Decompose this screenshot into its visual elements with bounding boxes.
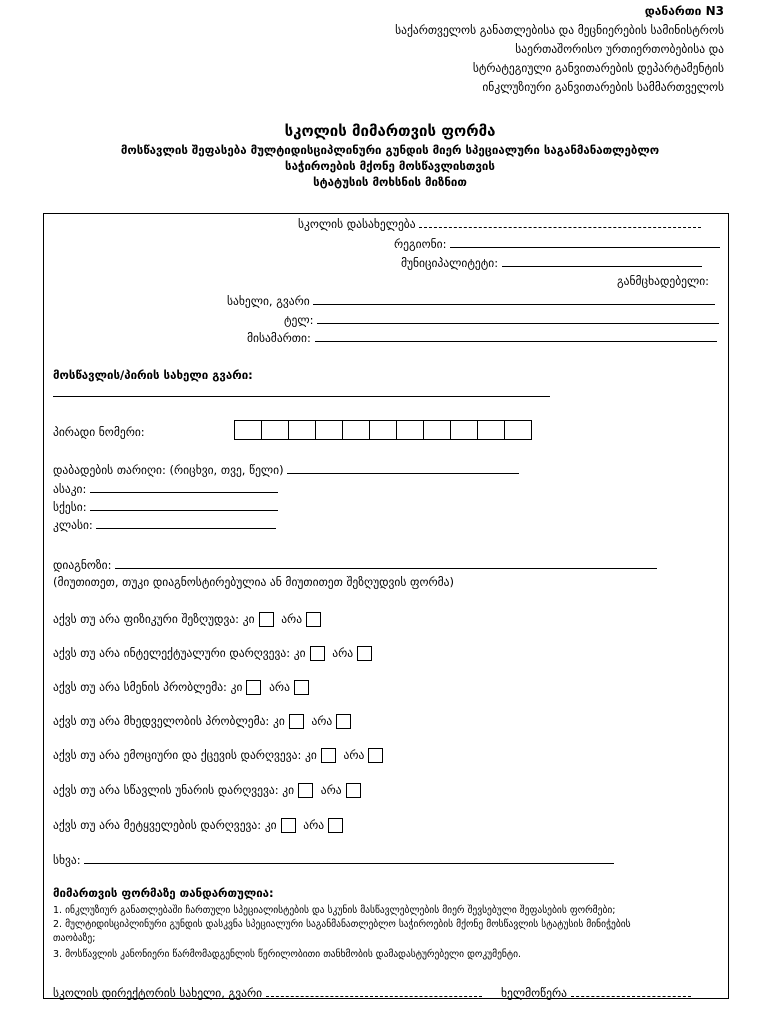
no-label: არა bbox=[281, 612, 303, 626]
diagnosis-row bbox=[53, 557, 657, 572]
question-text: აქვს თუ არა მხედველობის პრობლემა: bbox=[53, 714, 270, 728]
header-line-4: ინკლუზიური განვითარების სამმართველოს bbox=[482, 80, 724, 94]
yes-label: კი bbox=[242, 612, 255, 626]
question-learning bbox=[53, 783, 365, 798]
phone-row bbox=[284, 312, 719, 327]
class-field[interactable] bbox=[96, 517, 276, 529]
question-text: აქვს თუ არა მეტყველების დარღვევა: bbox=[53, 818, 262, 832]
question-text: აქვს თუ არა ფიზიკური შეზღუდვა: bbox=[53, 612, 240, 626]
id-cell[interactable] bbox=[288, 420, 316, 440]
no-label: არა bbox=[343, 748, 365, 762]
student-name-row bbox=[53, 385, 550, 400]
question-hearing bbox=[53, 680, 313, 695]
age-field[interactable] bbox=[90, 481, 278, 493]
yes-checkbox[interactable] bbox=[321, 748, 336, 763]
no-checkbox[interactable] bbox=[346, 783, 361, 798]
id-cell[interactable] bbox=[477, 420, 505, 440]
director-name-field[interactable] bbox=[266, 987, 482, 997]
form-title: სკოლის მიმართვის ფორმა bbox=[284, 122, 496, 140]
form-subtitle-1: მოსწავლის შეფასება მულტიდისციპლინური გუნდის მიერ სპეციალური საგანმანათლებლო bbox=[120, 143, 660, 157]
form-subtitle-2: საჭიროების მქონე მოსწავლისთვის bbox=[285, 159, 495, 173]
question-text: აქვს თუ არა ემოციური და ქცევის დარღვევა: bbox=[53, 748, 302, 762]
no-label: არა bbox=[311, 714, 333, 728]
director-row bbox=[53, 986, 691, 1000]
applicant-label: განმცხადებელი: bbox=[617, 274, 710, 288]
header-line-3: სტრატეგიული განვითარების დეპარტამენტის bbox=[472, 61, 724, 75]
address-field[interactable] bbox=[315, 330, 717, 342]
diagnosis-field[interactable] bbox=[115, 557, 657, 569]
header-block bbox=[395, 2, 724, 97]
school-name-field[interactable] bbox=[419, 218, 701, 228]
region-label: რეგიონი: bbox=[394, 237, 447, 251]
other-field[interactable] bbox=[84, 852, 614, 864]
question-emotional bbox=[53, 748, 387, 763]
municipality-label: მუნიციპალიტეტი: bbox=[401, 256, 499, 270]
attachment-item-2: 2. მულტიდისციპლინური გუნდის დასკვნა სპეციალური საგანმანათლებლო საჭიროების მქონე მოსწავლის სტატუსის მინიჭების bbox=[53, 919, 631, 930]
age-label: ასაკი: bbox=[53, 482, 87, 496]
signature-field[interactable] bbox=[571, 987, 691, 997]
id-cell[interactable] bbox=[315, 420, 343, 440]
yes-checkbox[interactable] bbox=[298, 783, 313, 798]
title-block bbox=[40, 120, 740, 190]
annex-number: დანართი N3 bbox=[644, 4, 724, 18]
id-cell[interactable] bbox=[423, 420, 451, 440]
address-row bbox=[247, 330, 717, 345]
class-row bbox=[53, 517, 276, 532]
diagnosis-note: (მიუთითეთ, თუკი დიაგნოსტირებულია ან მიუთითეთ შეზღუდვის ფორმა) bbox=[53, 575, 455, 589]
question-text: აქვს თუ არა სწავლის უნარის დარღვევა: bbox=[53, 783, 279, 797]
id-cell[interactable] bbox=[396, 420, 424, 440]
personal-id-label: პირადი ნომერი: bbox=[53, 425, 145, 439]
attachment-item-2-cont: თაობაზე; bbox=[53, 933, 96, 944]
dob-label: დაბადების თარიღი: (რიცხვი, თვე, წელი) bbox=[53, 463, 284, 477]
age-row bbox=[53, 481, 278, 496]
attachment-item-1: 1. ინკლუზიურ განათლებაში ჩართული სპეციალისტების და სკუნის მასწავლებლების მიერ შევსებული შეფასების ფორმები; bbox=[53, 905, 616, 916]
no-label: არა bbox=[332, 646, 354, 660]
no-checkbox[interactable] bbox=[306, 612, 321, 627]
phone-label: ტელ: bbox=[284, 313, 314, 327]
school-name-row bbox=[298, 217, 701, 231]
diagnosis-label: დიაგნოზი: bbox=[53, 558, 112, 572]
no-label: არა bbox=[320, 783, 342, 797]
question-physical bbox=[53, 612, 325, 627]
yes-label: კი bbox=[282, 783, 295, 797]
no-label: არა bbox=[269, 680, 290, 694]
student-name-field[interactable] bbox=[53, 385, 550, 397]
other-label: სხვა: bbox=[53, 853, 81, 867]
header-line-2: საერთაშორისო ურთიერთობებისა და bbox=[515, 42, 724, 56]
id-cell[interactable] bbox=[450, 420, 478, 440]
municipality-field[interactable] bbox=[502, 255, 702, 267]
dob-row bbox=[53, 462, 519, 477]
yes-checkbox[interactable] bbox=[246, 680, 261, 695]
question-text: აქვს თუ არა სმენის პრობლემა: bbox=[53, 680, 227, 694]
no-checkbox[interactable] bbox=[328, 818, 343, 833]
region-field[interactable] bbox=[450, 236, 720, 248]
no-checkbox[interactable] bbox=[357, 646, 372, 661]
dob-field[interactable] bbox=[287, 462, 519, 474]
class-label: კლასი: bbox=[53, 518, 93, 532]
yes-label: კი bbox=[230, 680, 243, 694]
signature-label: ხელმოწერა bbox=[501, 986, 567, 1000]
yes-label: კი bbox=[293, 646, 306, 660]
yes-checkbox[interactable] bbox=[259, 612, 274, 627]
question-vision bbox=[53, 714, 355, 729]
form-subtitle-3: სტატუსის მოხსნის მიზნით bbox=[313, 175, 467, 189]
phone-field[interactable] bbox=[317, 312, 719, 324]
no-label: არა bbox=[303, 818, 325, 832]
no-checkbox[interactable] bbox=[294, 680, 309, 695]
sex-row bbox=[53, 499, 278, 514]
other-row bbox=[53, 852, 614, 867]
applicant-name-label: სახელი, გვარი bbox=[227, 294, 310, 308]
attachment-item-3: 3. მოსწავლის კანონიერი წარმომადგენლის წერილობითი თანხმობის დამადასტურებელი დოკუმენტი. bbox=[53, 949, 522, 960]
id-cell[interactable] bbox=[369, 420, 397, 440]
address-label: მისამართი: bbox=[247, 331, 311, 345]
no-checkbox[interactable] bbox=[368, 748, 383, 763]
applicant-name-row bbox=[227, 293, 715, 308]
municipality-row bbox=[401, 255, 702, 270]
applicant-name-field[interactable] bbox=[313, 293, 715, 305]
director-label: სკოლის დირექტორის სახელი, გვარი bbox=[53, 986, 263, 1000]
id-cell[interactable] bbox=[261, 420, 289, 440]
question-text: აქვს თუ არა ინტელექტუალური დარღვევა: bbox=[53, 646, 291, 660]
sex-label: სქესი: bbox=[53, 500, 87, 514]
school-name-label: სკოლის დასახელება bbox=[298, 217, 416, 231]
id-cell[interactable] bbox=[234, 420, 262, 440]
yes-label: კი bbox=[272, 714, 285, 728]
yes-checkbox[interactable] bbox=[281, 818, 296, 833]
question-intellectual bbox=[53, 646, 376, 661]
yes-checkbox[interactable] bbox=[310, 646, 325, 661]
region-row bbox=[394, 236, 720, 251]
header-line-1: საქართველოს განათლებისა და მეცნიერების სამინისტროს bbox=[395, 23, 724, 37]
yes-label: კი bbox=[305, 748, 317, 762]
personal-id-grid[interactable] bbox=[235, 420, 532, 440]
yes-checkbox[interactable] bbox=[289, 714, 304, 729]
student-name-label: მოსწავლის/პირის სახელი გვარი: bbox=[53, 368, 253, 382]
no-checkbox[interactable] bbox=[336, 714, 351, 729]
question-speech bbox=[53, 818, 347, 833]
attachments-heading: მიმართვის ფორმაზე თანდართულია: bbox=[53, 886, 274, 900]
id-cell[interactable] bbox=[504, 420, 532, 440]
applicant-row bbox=[617, 274, 709, 288]
id-cell[interactable] bbox=[342, 420, 370, 440]
yes-label: კი bbox=[264, 818, 277, 832]
sex-field[interactable] bbox=[90, 499, 278, 511]
